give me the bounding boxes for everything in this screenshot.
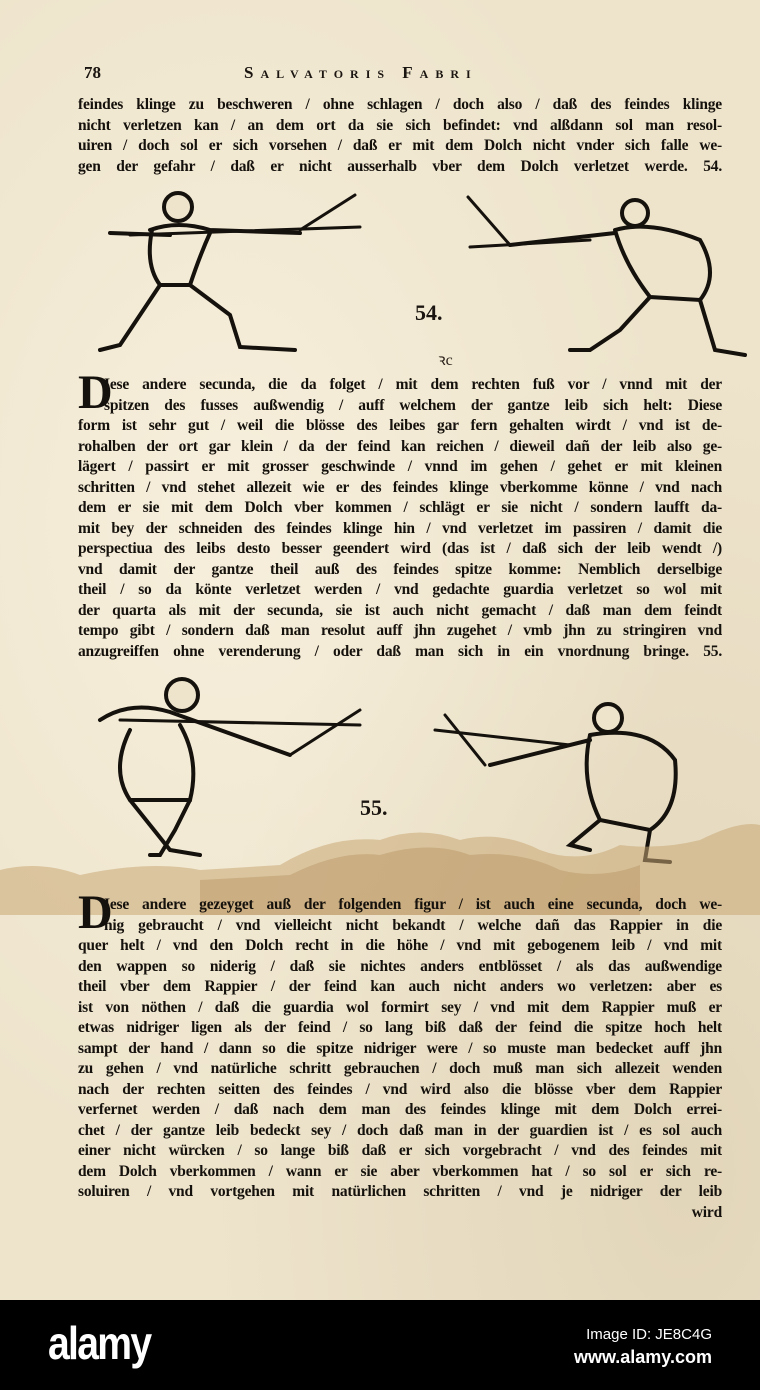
text-line: mit bey der schneiden des feindes klinge hin / vnd verletzet im passiren / damit die [78,519,722,537]
text-line: theil vber dem Rappier / der feind kan auch nicht anders wo verletzen: aber es [78,978,722,995]
catchword: wird [691,1203,722,1221]
text-line: schritten / vnd stehet allezeit wie er des feindes klinge vberkomme könne / vnd nach [78,478,722,496]
text-line: dem er sie mit dem Dolch vber kommen / schlägt er sie nicht / sondern laufft da- [78,499,722,516]
paragraph-3 [78,886,722,1223]
text-line: ist von nöthen / daß die guardia wol formirt sey / vnd mit dem Rappier muß er [78,998,722,1016]
image-id: Image ID: JE8C4G [586,1326,712,1343]
text-line: chet / der gantze leib bedeckt sey / doch daß man in der guardien ist / es sol auch [78,1121,722,1139]
figure-label-55: 55. [360,795,388,820]
text-line: sampt der hand / dann so die spitze nidriger were / so muste man bedecket auff jhn [78,1039,722,1057]
site-url: www.alamy.com [573,1347,712,1367]
text-line: den wappen so niderig / daß sie nichtes anders entblösset / als das außwendige [78,957,722,975]
text-line: nig gebraucht / vnd vielleicht nicht bekandt / welche dañ das Rappier in die [104,916,722,934]
text-line: dem Dolch vberkommen / wann er sie aber vberkommen hat / so sol er sich re- [78,1162,722,1180]
paragraph-1 [78,95,722,177]
text-line: tempo gibt / sondern daß man resolut auff jhn zugehet / vmb jhn zu stringiren vnd [78,622,722,639]
alamy-logo: alamy [48,1317,151,1369]
text-line: quer helt / vnd den Dolch recht in die höhe / vnd mit gebogenem leib / vnd mit [78,937,722,954]
drop-cap: D [78,366,113,419]
watermark-footer [0,1300,760,1390]
text-line: rohalben der ort gar klein / da der feind kan reichen / dieweil dañ der leib also ge- [78,437,722,455]
text-line: verfernet werden / daß nach dem man des feindes klinge mit dem Dolch errei- [78,1101,722,1118]
ornament: ꝛc [438,352,453,369]
text-line: uiren / doch sol er sich vorsehen / daß er mit dem Dolch nicht vnder sich falle we- [78,137,722,154]
text-line: perspectiua des leibs desto besser geendert wird (das ist / daß sich der leib wendt /) [78,540,722,557]
text-line: lägert / passirt er mit grosser geschwinde / vnnd im gehen / gehet er mit kleinen [78,458,722,475]
running-title: Salvatoris Fabri [244,63,478,82]
woodcut-figure-54 [90,185,760,365]
text-line: form ist sehr gut / weil die blösse des leibes gar fern gehalten wirdt / vnd ist de- [78,417,722,434]
text-line: einer nicht würcken / so lange biß daß er sich vorgebracht / vnd des feindes mit [78,1142,722,1159]
figure-label-54: 54. [415,300,443,325]
text-line: gen der gefahr / daß er nicht ausserhalb vber dem Dolch verletzet werde. 54. [78,157,722,175]
text-line: zu gehen / vnd natürliche schritt gebrauchen / doch muß man sich allezeit wenden [78,1060,722,1077]
text-line: anzugreiffen ohne verenderung / oder daß man sich in ein vnordnung bringe. 55. [78,642,722,660]
drop-cap: D [78,886,113,939]
text-line: nach der rechten seitten des feindes / vnd wird also die blösse vber dem Rappier [78,1080,722,1098]
page-header [84,63,684,85]
text-line: spitzen des fusses außwendig / auff welchem der gantze leib sich helt: Diese [104,396,722,414]
text-line: theil / so da könte verletzet werden / vnd gedachte guardia verletzet so wol mit [78,581,722,598]
text-line: nicht verletzen kan / an dem ort da sie sich befindet: vnd alßdann sol man resol- [78,116,722,134]
text-line: etwas nidriger ligen als der feind / so lang biß daß der feind die spitze hoch helt [78,1019,722,1036]
text-line: der quarta als mit der secunda, sie ist auch nicht gemacht / daß man dem feindt [78,601,722,619]
text-line: Iese andere gezeyget auß der folgenden figur / ist auch eine secunda, doch we- [104,896,722,913]
text-line: soluiren / vnd vortgehen mit natürlichen schritten / vnd je nidriger der leib [78,1183,722,1200]
text-line: feindes klinge zu beschweren / ohne schlagen / doch also / daß des feindes klinge [78,96,722,113]
paragraph-2 [78,366,722,662]
text-line: vnd damit der gantze theil auß des feindes spitze komme: Nemblich derselbige [78,560,722,578]
page-number: 78 [84,63,101,82]
text-line: Iese andere secunda, die da folget / mit dem rechten fuß vor / vnnd mit der [104,376,722,393]
